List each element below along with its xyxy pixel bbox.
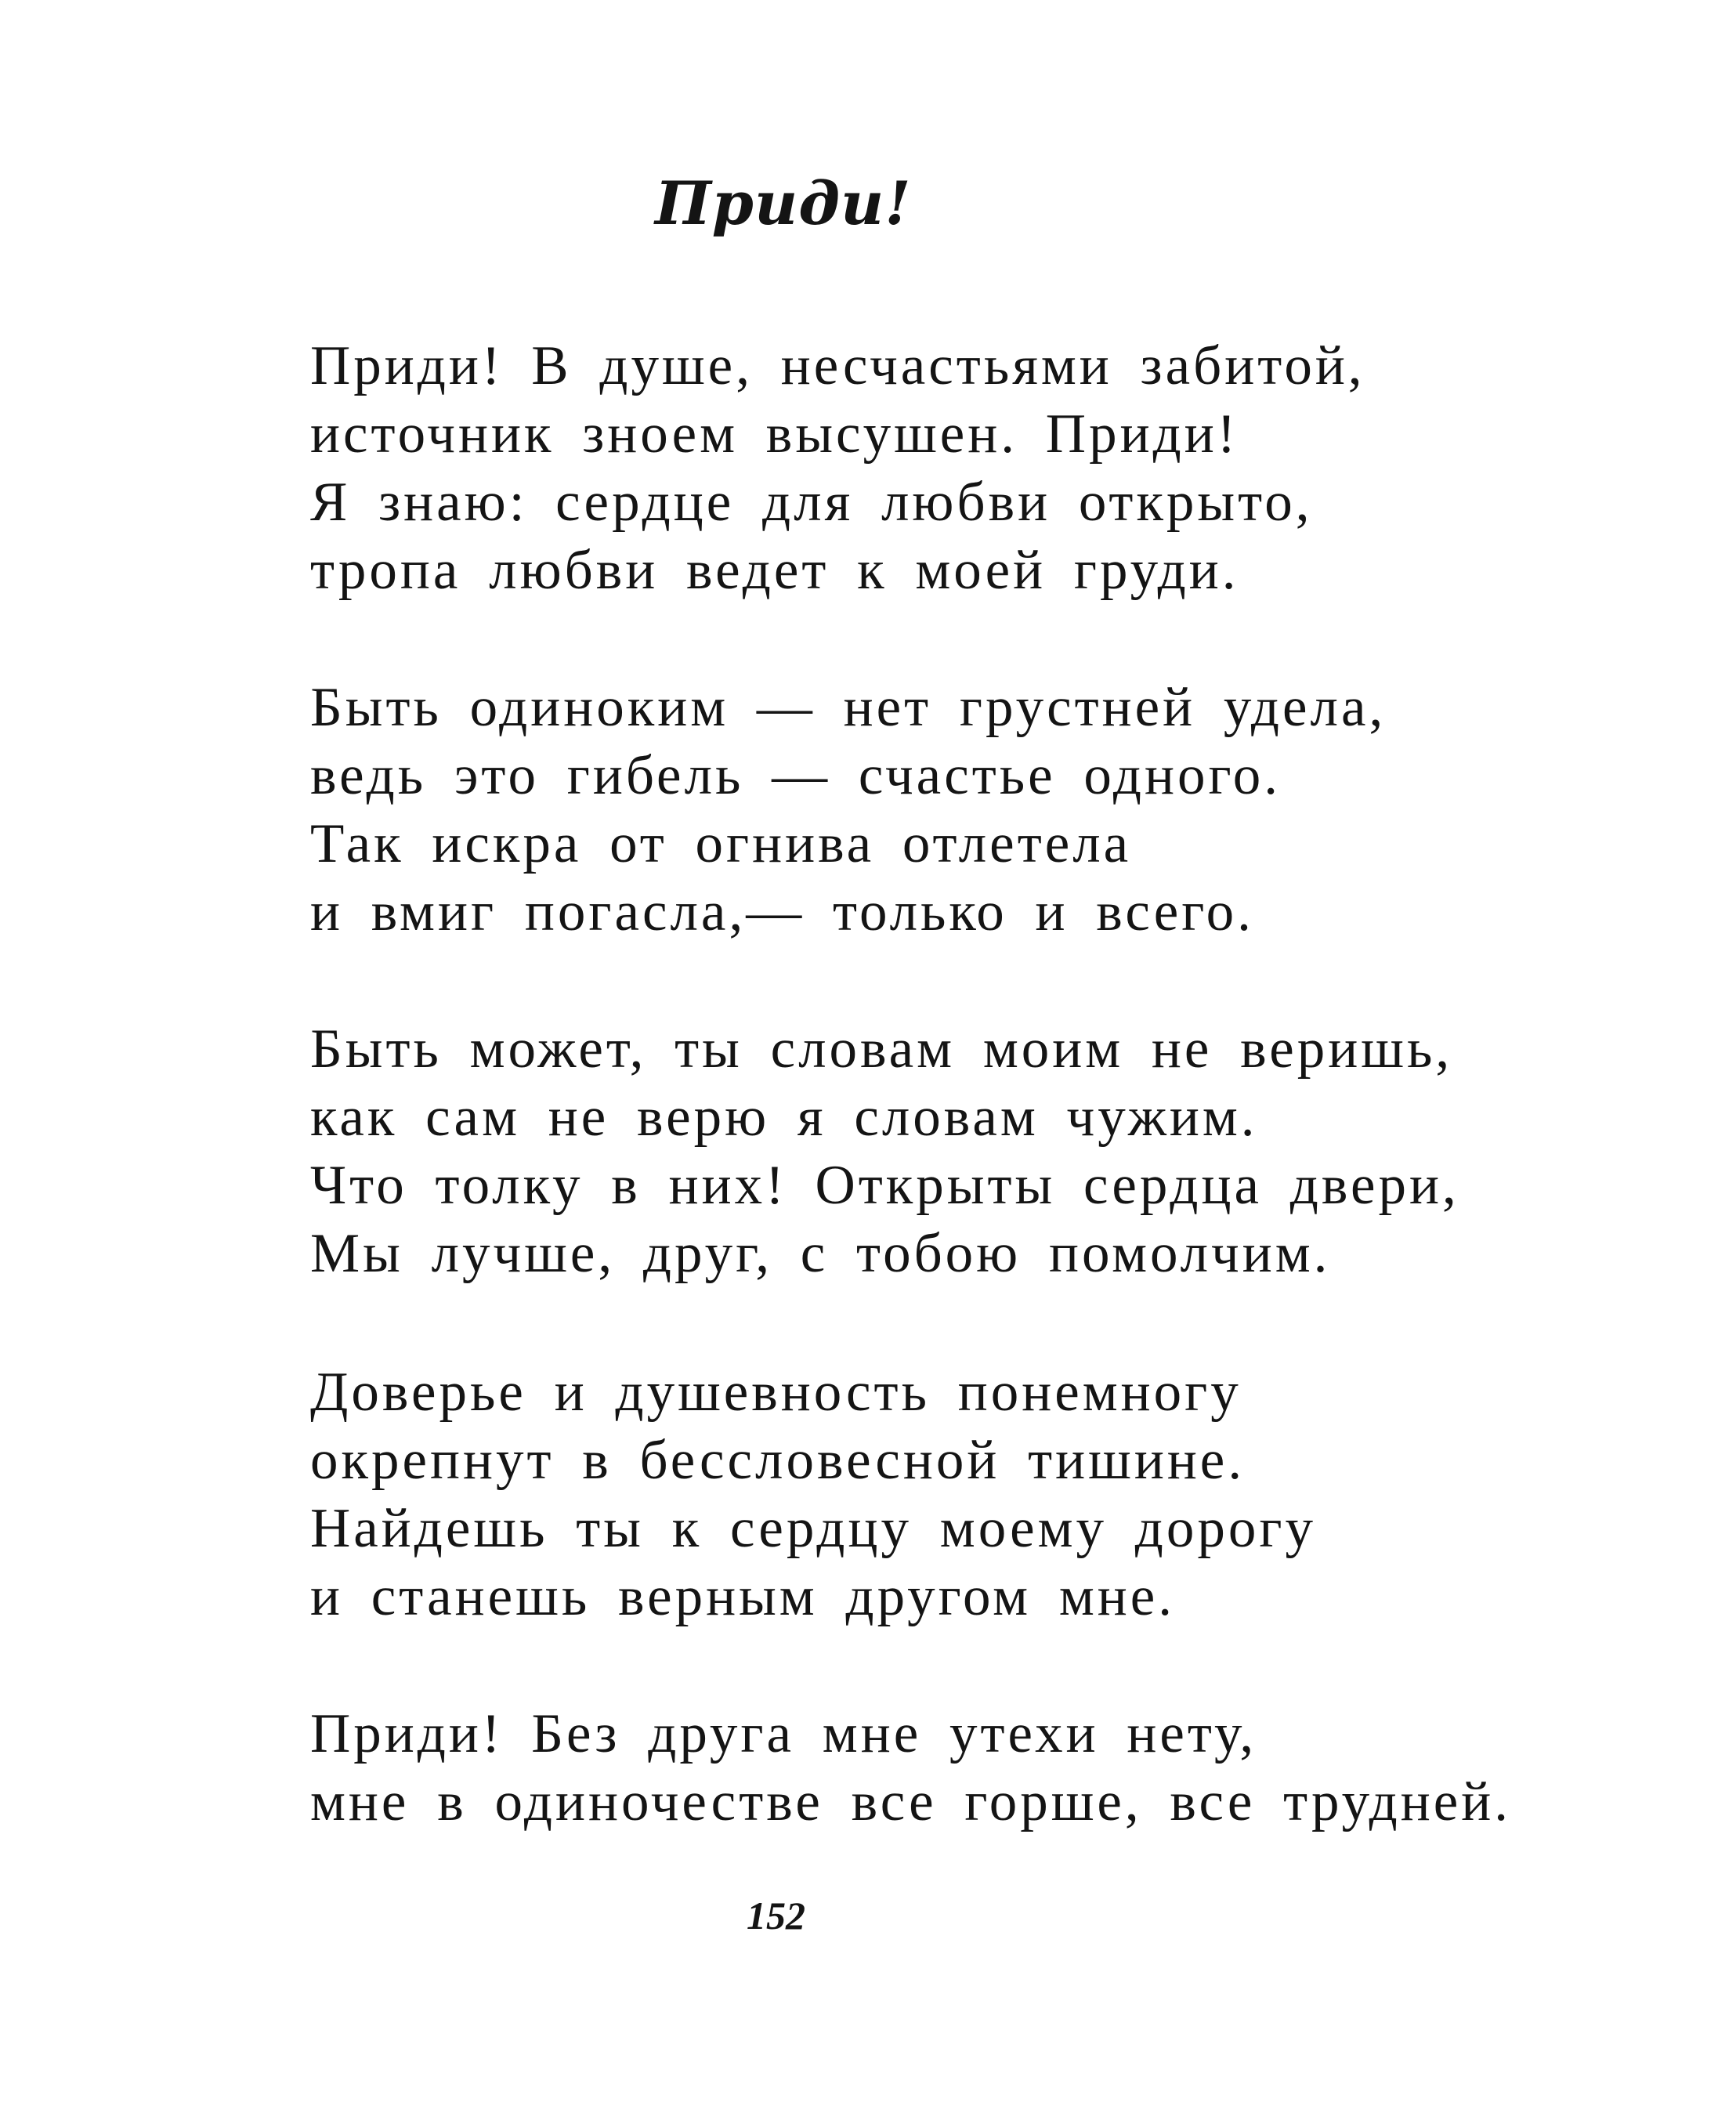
poem-line: Найдешь ты к сердцу моему дорогу [310,1498,1317,1559]
poem-line: мне в одиночестве все горше, все трудней. [310,1771,1512,1832]
poem-line: и станешь верным другом мне. [310,1566,1176,1627]
poem-line: Что толку в них! Открыты сердца двери, [310,1155,1459,1216]
poem-line: Приди! Без друга мне утехи нету, [310,1703,1257,1764]
poem-line: Приди! В душе, несчастьями забитой, [310,335,1365,396]
poem-line: окрепнут в бессловесной тишине. [310,1430,1246,1491]
poem-line: Я знаю: сердце для любви открыто, [310,472,1313,533]
poem-line: Доверье и душевность понемногу [310,1362,1242,1423]
poem-line: тропа любви ведет к моей груди. [310,540,1239,601]
poem-line: как сам не верю я словам чужим. [310,1087,1258,1148]
poem-line: Быть одиноким — нет грустней удела, [310,677,1387,738]
poem-line: источник зноем высушен. Приди! [310,403,1239,465]
poem-line: Так искра от огнива отлетела [310,813,1132,874]
poem-title: Приди! [655,168,912,238]
page-number: 152 [747,1894,805,1937]
poem-line: Мы лучше, друг, с тобою помолчим. [310,1223,1331,1284]
poem-line: Быть может, ты словам моим не веришь, [310,1018,1453,1080]
poem-line: ведь это гибель — счастье одного. [310,745,1282,806]
poem-line: и вмиг погасла,— только и всего. [310,881,1254,942]
